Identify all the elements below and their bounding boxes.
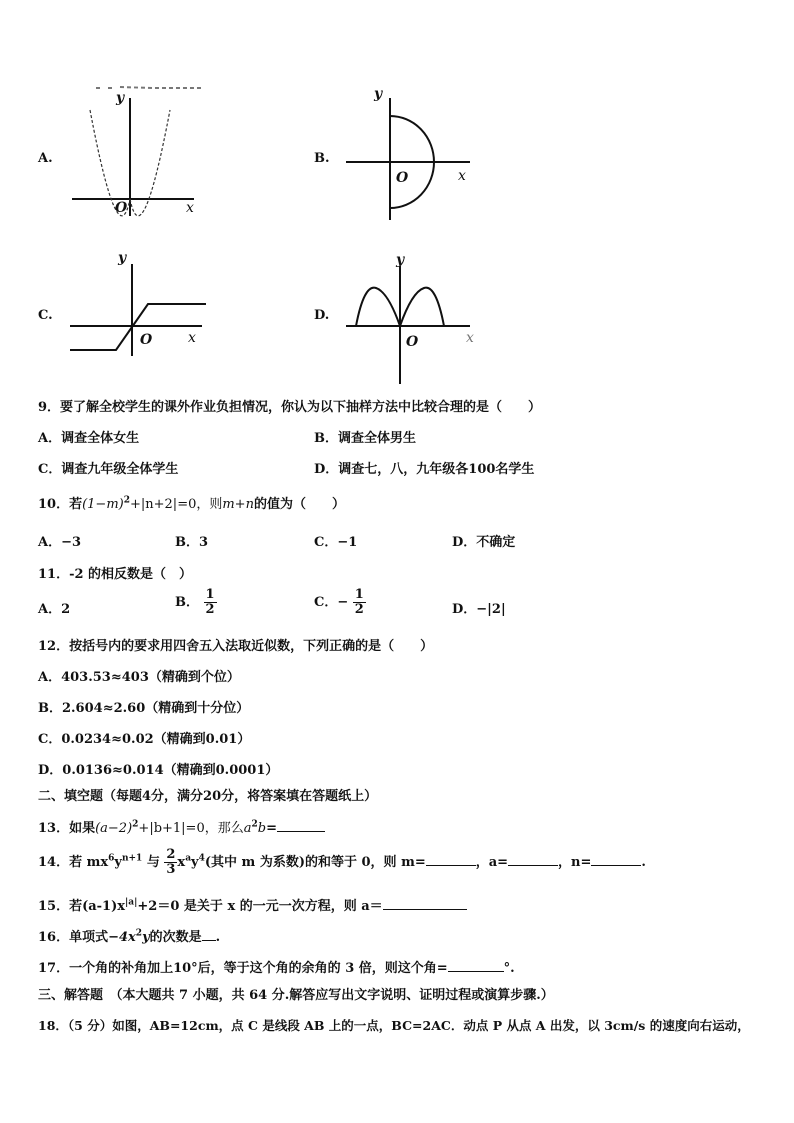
q14-n-label: ，n= bbox=[558, 855, 592, 870]
q13-prefix: 13．如果 bbox=[38, 821, 96, 836]
q14-mid3: x bbox=[177, 855, 186, 870]
q14-mid4: y bbox=[191, 855, 199, 870]
graph-c-label: C. bbox=[38, 308, 53, 323]
q13-exp: 2 bbox=[132, 819, 139, 830]
graph-d-label: D. bbox=[314, 308, 330, 323]
q16-answer-blank[interactable] bbox=[202, 928, 216, 941]
q14-frac-den: 3 bbox=[166, 862, 176, 877]
graph-a-label: A. bbox=[38, 151, 53, 166]
graph-a-y: y bbox=[116, 90, 125, 106]
graph-b bbox=[342, 86, 482, 226]
q11-option-b-label: B． bbox=[175, 595, 199, 610]
q14-n-blank[interactable] bbox=[591, 853, 641, 866]
q10-suffix: 的值为（ ） bbox=[253, 497, 345, 512]
q15-prefix: 15．若(a-1)x bbox=[38, 899, 126, 914]
graph-c-x: x bbox=[188, 330, 196, 346]
q11-option-c-label: C．− bbox=[314, 595, 349, 610]
q15-answer-blank[interactable] bbox=[383, 897, 467, 910]
q10-stem bbox=[38, 493, 345, 512]
q10-expr: (1−m) bbox=[82, 497, 124, 512]
section-3-heading: 三、解答题 （本大题共 7 小题，共 64 分.解答应写出文字说明、证明过程或演算步骤.） bbox=[38, 988, 554, 1003]
q10-option-c: C．−1 bbox=[314, 535, 358, 550]
q9-option-d: D．调查七，八，九年级各100名学生 bbox=[314, 462, 535, 477]
q13-eq: = bbox=[266, 821, 277, 836]
graph-b-y: y bbox=[374, 86, 383, 102]
q14-a-blank[interactable] bbox=[508, 853, 558, 866]
q17-text: 17．一个角的补角加上10°后，等于这个角的余角的 3 倍，则这个角= bbox=[38, 961, 448, 976]
q13-target: a bbox=[243, 821, 252, 836]
q10-rest: +|n+2|=0，则 bbox=[130, 497, 223, 512]
q13-answer-blank[interactable] bbox=[277, 819, 325, 832]
q11-option-b-num: 1 bbox=[205, 587, 215, 602]
q9-option-b: B．调查全体男生 bbox=[314, 431, 416, 446]
graph-c bbox=[66, 252, 206, 362]
q11-option-a: A．2 bbox=[38, 602, 71, 617]
q14-fraction bbox=[164, 848, 177, 877]
graph-c-origin: O bbox=[140, 332, 153, 348]
q12-option-b: B．2.604≈2.60（精确到十分位） bbox=[38, 701, 250, 716]
q16-prefix: 16．单项式 bbox=[38, 930, 109, 945]
q14-sup1: 6 bbox=[108, 853, 115, 864]
q10-prefix: 10．若 bbox=[38, 497, 83, 512]
q11-option-c-den: 2 bbox=[354, 602, 364, 617]
q17-stem bbox=[38, 957, 515, 976]
q13-rest: +|b+1|=0，那么 bbox=[138, 821, 244, 836]
q10-mn: m+n bbox=[222, 497, 254, 512]
q12-option-d: D．0.0136≈0.014（精确到0.0001） bbox=[38, 763, 279, 778]
graph-b-label: B. bbox=[314, 151, 330, 166]
q13-expr: (a−2) bbox=[95, 821, 133, 836]
graph-d-x: x bbox=[466, 330, 474, 346]
q14-prefix: 14．若 mx bbox=[38, 855, 109, 870]
graph-c-y: y bbox=[118, 250, 127, 266]
q14-end: . bbox=[641, 855, 646, 870]
q13-stem bbox=[38, 817, 325, 836]
q11-option-b bbox=[175, 588, 217, 617]
q11-option-c-fraction bbox=[353, 588, 366, 617]
q14-rest: (其中 m 为系数)的和等于 0，则 m= bbox=[204, 855, 426, 870]
q16-expr: −4x bbox=[108, 930, 136, 945]
graph-b-origin: O bbox=[396, 170, 409, 186]
q12-option-c: C．0.0234≈0.02（精确到0.01） bbox=[38, 732, 251, 747]
q9-option-a: A．调查全体女生 bbox=[38, 431, 140, 446]
q10-option-d: D．不确定 bbox=[452, 535, 516, 550]
q14-stem bbox=[38, 848, 646, 877]
q14-sup4: 4 bbox=[198, 853, 205, 864]
q11-option-c bbox=[314, 588, 366, 617]
q17-answer-blank[interactable] bbox=[448, 959, 504, 972]
graph-a-origin: O bbox=[115, 200, 128, 216]
q10-exp: 2 bbox=[123, 495, 130, 506]
q11-option-b-den: 2 bbox=[205, 602, 215, 617]
graph-d-origin: O bbox=[406, 334, 419, 350]
q12-option-a: A．403.53≈403（精确到个位） bbox=[38, 670, 240, 685]
graph-b-x: x bbox=[458, 168, 466, 184]
cutoff-marks bbox=[92, 76, 212, 82]
q18-stem: 18．（5 分）如图，AB=12cm，点 C 是线段 AB 上的一点，BC=2AC．动点 P 从点 A 出发，以 3cm/s 的速度向右运动， bbox=[38, 1018, 750, 1033]
q11-option-b-fraction bbox=[204, 588, 217, 617]
q14-sup2: n+1 bbox=[121, 853, 143, 864]
q14-m-blank[interactable] bbox=[426, 853, 476, 866]
q11-stem: 11．-2 的相反数是（ ） bbox=[38, 567, 193, 582]
q15-rest: +2＝0 是关于 x 的一元一次方程，则 a＝ bbox=[137, 899, 383, 914]
q15-sup: |a| bbox=[125, 897, 138, 908]
graph-a-x: x bbox=[186, 200, 194, 216]
q16-end: . bbox=[215, 930, 221, 945]
q13-target-exp: 2 bbox=[251, 819, 258, 830]
q14-frac-num: 2 bbox=[166, 847, 176, 862]
q11-option-c-num: 1 bbox=[354, 587, 364, 602]
q14-mid2: 与 bbox=[142, 855, 160, 870]
q9-option-c: C．调查九年级全体学生 bbox=[38, 462, 179, 477]
q15-stem bbox=[38, 895, 467, 914]
q14-mid1: y bbox=[114, 855, 122, 870]
q11-option-d: D．−|2| bbox=[452, 602, 506, 617]
q16-exp: 2 bbox=[135, 928, 143, 939]
graph-a bbox=[66, 88, 206, 223]
q13-target-b: b bbox=[257, 821, 267, 836]
q12-stem: 12．按括号内的要求用四舍五入法取近似数，下列正确的是（ ） bbox=[38, 639, 434, 654]
section-2-heading: 二、填空题（每题4分，满分20分，将答案填在答题纸上） bbox=[38, 789, 378, 804]
q16-y: y bbox=[142, 930, 150, 945]
graph-d bbox=[342, 256, 482, 386]
q16-rest: 的次数是 bbox=[149, 930, 202, 945]
q14-a-label: ，a= bbox=[475, 855, 509, 870]
q14-sup3: a bbox=[185, 853, 192, 864]
q17-end: °. bbox=[503, 961, 515, 976]
q10-option-a: A．−3 bbox=[38, 535, 82, 550]
q9-stem: 9．要了解全校学生的课外作业负担情况，你认为以下抽样方法中比较合理的是（ ） bbox=[38, 400, 542, 415]
q10-option-b: B．3 bbox=[175, 535, 209, 550]
q16-stem bbox=[38, 926, 220, 945]
graph-d-y: y bbox=[396, 252, 405, 268]
